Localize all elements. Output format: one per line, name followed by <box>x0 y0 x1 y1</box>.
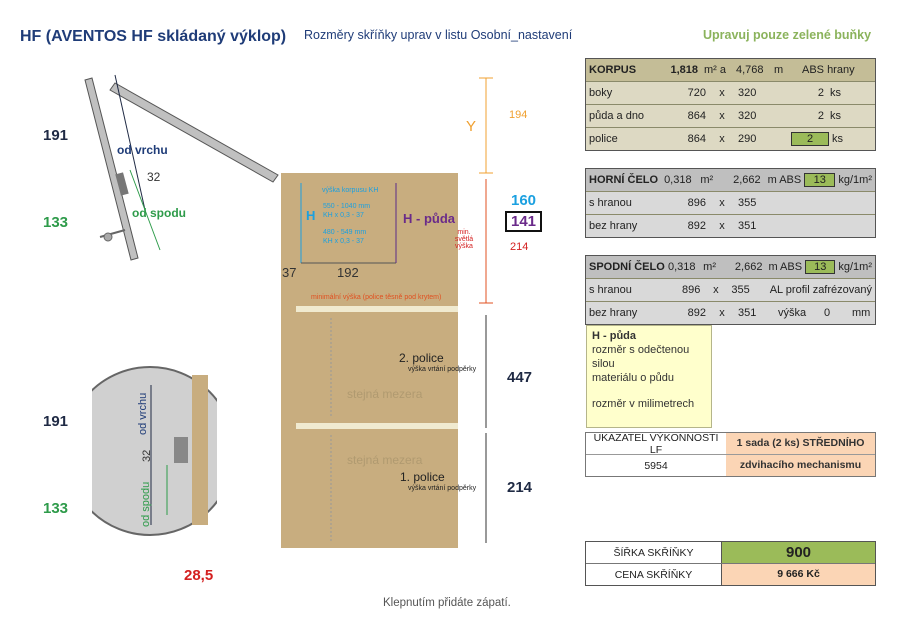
min-svetla-label: min. světlá výška <box>454 229 474 250</box>
page-title: HF (AVENTOS HF skládaný výklop) <box>20 28 287 45</box>
mechanism-line1: 1 sada (2 ks) STŘEDNÍHO <box>726 433 875 454</box>
table-row <box>586 82 875 105</box>
row-label: boky <box>589 87 613 99</box>
dim-37: 37 <box>282 265 297 280</box>
row-unit: ks <box>832 133 843 145</box>
table-row <box>586 192 875 215</box>
row-a: 864 <box>687 110 706 122</box>
od-vrchu-label: od vrchu <box>117 143 168 157</box>
cena-value: 9 666 Kč <box>721 564 875 585</box>
row-x: x <box>719 197 725 209</box>
vyska-value: 0 <box>824 307 831 319</box>
summary-table <box>585 541 876 586</box>
korpus-area-unit: m² a <box>704 64 726 76</box>
row-b: 355 <box>731 284 750 296</box>
vyska-vrtani-1: výška vrtání podpěrky <box>408 485 477 492</box>
dim-214: 214 <box>507 479 533 496</box>
row-x: x <box>719 110 725 122</box>
row-label: police <box>589 133 618 145</box>
dim-191-top: 191 <box>43 127 69 144</box>
od-vrchu-circle-label: od vrchu <box>137 392 149 435</box>
page-subtitle: Rozměry skříňky uprav v listu Osobní_nastavení <box>304 28 573 42</box>
spodni-celo-table <box>585 255 876 325</box>
horni-area: 0,318 <box>664 174 692 186</box>
korpus-abs-length: 4,768 <box>736 64 764 76</box>
row-a: 896 <box>682 284 701 296</box>
row-count: 2 <box>817 87 824 99</box>
spodni-title: SPODNÍ ČELO <box>589 261 665 273</box>
row-x: x <box>719 307 725 319</box>
spodni-abs-length: 2,662 <box>734 261 763 273</box>
spodni-area: 0,318 <box>668 261 696 273</box>
row-x: x <box>719 220 725 232</box>
row-b: 290 <box>738 133 757 145</box>
note-line: silou <box>592 358 615 370</box>
footer-placeholder[interactable]: Klepnutím přidáte zápatí. <box>383 597 511 609</box>
cena-label: CENA SKŘÍŇKY <box>614 568 693 581</box>
korpus-area: 1,818 <box>670 64 698 76</box>
dim-32-circle: 32 <box>141 449 153 462</box>
spodni-abs-label: m ABS <box>768 261 803 273</box>
row-b: 351 <box>738 220 757 232</box>
korpus-m-unit: m <box>774 64 784 76</box>
min-vyska-label: minimální výška (police těsně pod krytem) <box>311 294 442 301</box>
od-spodu-circle-label: od spodu <box>140 481 152 527</box>
dim-133-bottom: 133 <box>43 500 69 517</box>
dim-194: 194 <box>509 109 528 121</box>
row-count: 2 <box>817 110 824 122</box>
table-row <box>586 215 875 237</box>
note-line: rozměr v milimetrech <box>592 398 695 410</box>
row-a: 892 <box>687 220 706 232</box>
stejna-mezera-2: stejná mezera <box>347 453 423 467</box>
row-b: 320 <box>738 110 757 122</box>
range2b-label: KH x 0,3 - 37 <box>323 238 364 245</box>
police-count-input[interactable]: 2 <box>791 132 829 146</box>
row-unit: ks <box>830 110 841 122</box>
mechanism-line2: zdvihacího mechanismu <box>726 455 875 476</box>
value-141[interactable]: 141 <box>505 211 542 232</box>
ukazatel-label: UKAZATEL VÝKONNOSTI LF <box>593 431 719 456</box>
vyska-unit: mm <box>852 307 871 319</box>
range2-label: 480 - 549 mm <box>323 229 367 236</box>
dim-447: 447 <box>507 369 533 386</box>
police-2-label: 2. police <box>399 351 444 365</box>
spodni-weight-input[interactable]: 13 <box>805 260 835 274</box>
dim-h-label: H <box>306 208 316 223</box>
row-unit: ks <box>830 87 841 99</box>
row-b: 351 <box>738 307 757 319</box>
row-label: půda a dno <box>589 110 645 122</box>
spodni-weight-unit: kg/1m² <box>838 261 872 273</box>
row-x: x <box>719 133 725 145</box>
sirka-input[interactable]: 900 <box>721 542 875 563</box>
dim-192: 192 <box>337 265 359 280</box>
dim-28-5: 28,5 <box>184 567 214 584</box>
vyska-label: výška <box>778 307 807 319</box>
row-x: x <box>719 87 725 99</box>
table-row <box>586 128 875 150</box>
row-label: bez hrany <box>589 307 638 319</box>
row-label: s hranou <box>589 197 632 209</box>
horni-celo-table <box>585 168 876 238</box>
row-a: 896 <box>687 197 706 209</box>
row-b: 355 <box>738 197 757 209</box>
stejna-mezera-1: stejná mezera <box>347 387 423 401</box>
vyska-vrtani-2: výška vrtání podpěrky <box>408 366 477 373</box>
note-line: materiálu o půdu <box>592 372 674 384</box>
row-label: s hranou <box>589 284 632 296</box>
h-puda-note <box>586 325 712 428</box>
table-row <box>586 279 875 302</box>
value-214-red: 214 <box>510 241 529 253</box>
spodni-area-unit: m² <box>703 261 716 273</box>
row-a: 892 <box>687 307 706 319</box>
note-title: H - půda <box>592 330 636 342</box>
range1-label: 550 - 1040 mm <box>323 203 371 210</box>
table-row <box>586 105 875 128</box>
row-a: 720 <box>687 87 706 99</box>
h-puda-label: H - půda <box>403 211 455 226</box>
row-a: 864 <box>687 133 706 145</box>
sirka-label: ŠÍŘKA SKŘÍŇKY <box>613 546 694 559</box>
cabinet-lines <box>281 73 511 553</box>
police-1-label: 1. police <box>400 470 445 484</box>
ukazatel-table <box>585 432 876 477</box>
al-profil-label: AL profil zafrézovaný <box>769 284 872 296</box>
horni-abs-label: m ABS <box>767 174 802 186</box>
dim-y-label: Y <box>466 118 477 135</box>
korpus-table <box>585 58 876 151</box>
row-label: bez hrany <box>589 220 638 232</box>
row-x: x <box>713 284 719 296</box>
horni-weight-input[interactable]: 13 <box>804 173 835 187</box>
edit-hint: Upravuj pouze zelené buňky <box>703 28 872 42</box>
korpus-title: KORPUS <box>589 64 637 76</box>
value-160: 160 <box>511 192 537 209</box>
hinge-diagram-top <box>80 65 290 265</box>
horni-abs-length: 2,662 <box>733 174 761 186</box>
korpus-abs-label: ABS hrany <box>802 64 855 76</box>
row-b: 320 <box>738 87 757 99</box>
horni-area-unit: m² <box>700 174 714 186</box>
ukazatel-value: 5954 <box>644 459 668 472</box>
hinge-detail-circle <box>92 365 217 537</box>
range1b-label: KH x 0,3 - 37 <box>323 212 364 219</box>
dim-191-bottom: 191 <box>43 413 69 430</box>
dim-133-top: 133 <box>43 214 69 231</box>
table-row <box>586 302 875 324</box>
note-line: rozměr s odečtenou <box>592 344 690 356</box>
horni-weight-unit: kg/1m² <box>838 174 872 186</box>
horni-title: HORNÍ ČELO <box>589 174 659 186</box>
vyska-korpusu-label: výška korpusu KH <box>322 187 379 194</box>
dim-32: 32 <box>147 170 161 184</box>
od-spodu-label: od spodu <box>132 206 186 220</box>
